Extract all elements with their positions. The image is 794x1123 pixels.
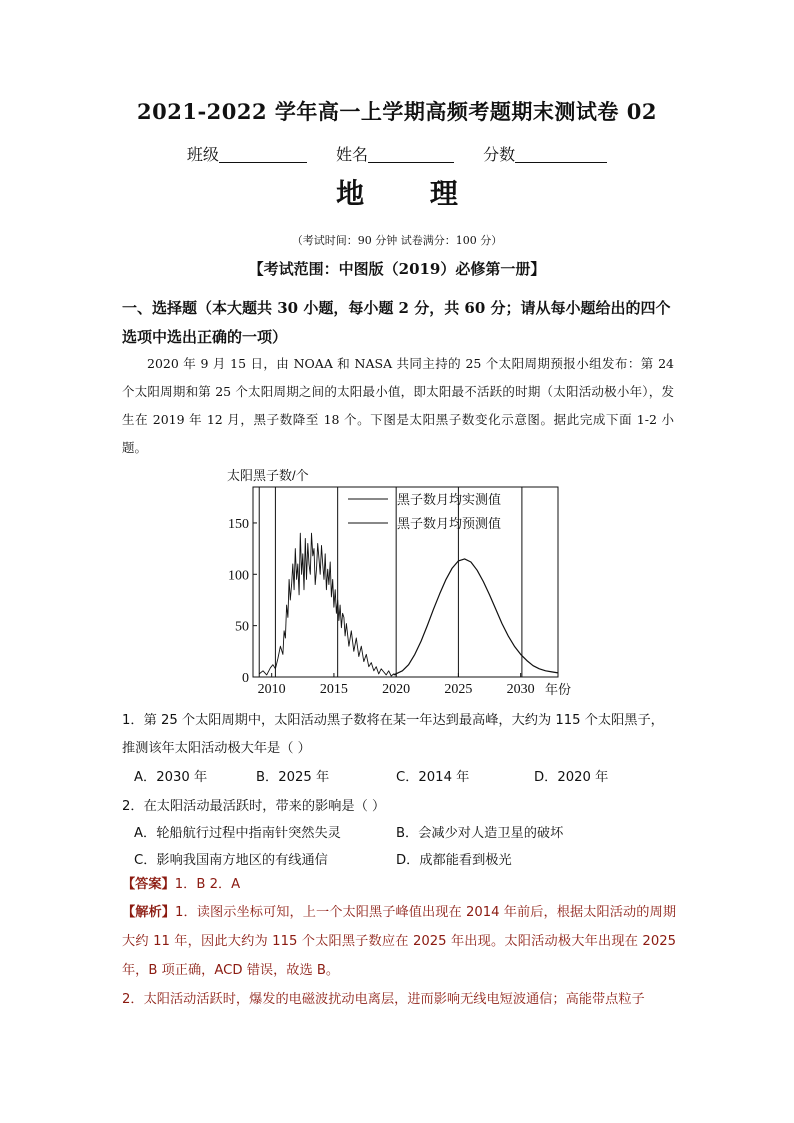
answer-line	[122, 873, 240, 892]
exam-scope: 【考试范围：中图版（2019）必修第一册】	[248, 260, 546, 278]
question-1	[122, 707, 676, 763]
series-line-predicted	[394, 559, 558, 675]
analysis-tag: 【解析】	[122, 905, 176, 920]
y-tick-label-2: 100	[228, 568, 249, 584]
q1-option-a[interactable]: A．2030 年	[134, 770, 208, 785]
y-tick-label-3: 150	[228, 516, 249, 532]
answer-text: 1．B 2．A	[174, 877, 241, 892]
legend-label-predicted: 黑子数月均预测值	[397, 516, 502, 531]
exam-time: （考试时间：90 分钟 试卷满分：100 分）	[291, 234, 503, 247]
x-tick-label-4: 2030	[506, 682, 535, 697]
q2-option-c[interactable]: C．影响我国南方地区的有线通信	[134, 853, 328, 868]
score-label: 分数	[483, 145, 516, 164]
question-1-stem: 1．第 25 个太阳周期中，太阳活动黑子数将在某一年达到最高峰，大约为 115 个太阳黑子，推测该年太阳活动极大年是（ ）	[122, 713, 664, 756]
reading-passage: 2020 年 9 月 15 日，由 NOAA 和 NASA 共同主持的 25 个太阳周期预报小组发布：第 24 个太阳周期和第 25 个太阳周期之间的太阳最小值，即太阳最不活跃的时期（太阳活动极小年），发生在 2019 年 12 月，黑子数降至 18 个。下图是太阳黑子数变化示意图。据此完成下面 1-2 小题。	[122, 356, 674, 455]
q1-option-c[interactable]: C．2014 年	[396, 770, 470, 785]
x-tick-label-0: 2010	[257, 682, 286, 697]
x-tick-label-2: 2020	[382, 682, 411, 697]
q2-option-d[interactable]: D．成都能看到极光	[396, 853, 512, 868]
question-2-stem: 2．在太阳活动最活跃时，带来的影响是（ ）	[122, 799, 386, 814]
class-label: 班级	[186, 145, 219, 164]
q1-option-b[interactable]: B．2025 年	[256, 770, 330, 785]
y-tick-label-0: 0	[242, 671, 249, 686]
name-blank	[368, 146, 454, 163]
analysis-text-2: 2．太阳活动活跃时，爆发的电磁波扰动电离层，进而影响无线电短波通信；高能带点粒子	[122, 992, 645, 1007]
class-blank	[219, 146, 307, 163]
x-tick-label-3: 2025	[444, 682, 473, 697]
score-blank	[515, 146, 607, 163]
y-tick-label-1: 50	[235, 619, 249, 635]
subject-title: 地 理	[336, 177, 486, 210]
exam-title: 2021-2022 学年高一上学期高频考题期末测试卷 02	[137, 99, 657, 124]
y-axis-label: 太阳黑子数/个	[227, 468, 309, 483]
chart-legend	[348, 492, 501, 531]
answer-tag: 【答案】	[122, 877, 175, 892]
q2-option-b[interactable]: B．会减少对人造卫星的破坏	[396, 826, 564, 841]
student-info-row	[0, 142, 794, 165]
legend-label-actual: 黑子数月均实测值	[397, 492, 502, 507]
analysis-block	[122, 898, 676, 1014]
series-line-actual	[259, 533, 396, 676]
sunspot-chart	[215, 465, 585, 700]
x-axis-label: 年份	[545, 682, 572, 697]
name-label: 姓名	[335, 145, 368, 164]
analysis-text-1: 1．读图示坐标可知，上一个太阳黑子峰值出现在 2014 年前后，根据太阳活动的周期大约 11 年，因此大约为 115 个太阳黑子数应在 2025 年出现。太阳活动极大年出现在 2025 年，B 项正确，ACD 错误，故选 B。	[122, 905, 677, 978]
x-tick-label-1: 2015	[319, 682, 348, 697]
section-heading: 一、选择题（本大题共 30 小题，每小题 2 分，共 60 分；请从每小题给出的四个选项中选出正确的一项）	[122, 299, 671, 346]
q2-option-a[interactable]: A．轮船航行过程中指南针突然失灵	[134, 826, 341, 841]
q1-option-d[interactable]: D．2020 年	[534, 770, 609, 785]
